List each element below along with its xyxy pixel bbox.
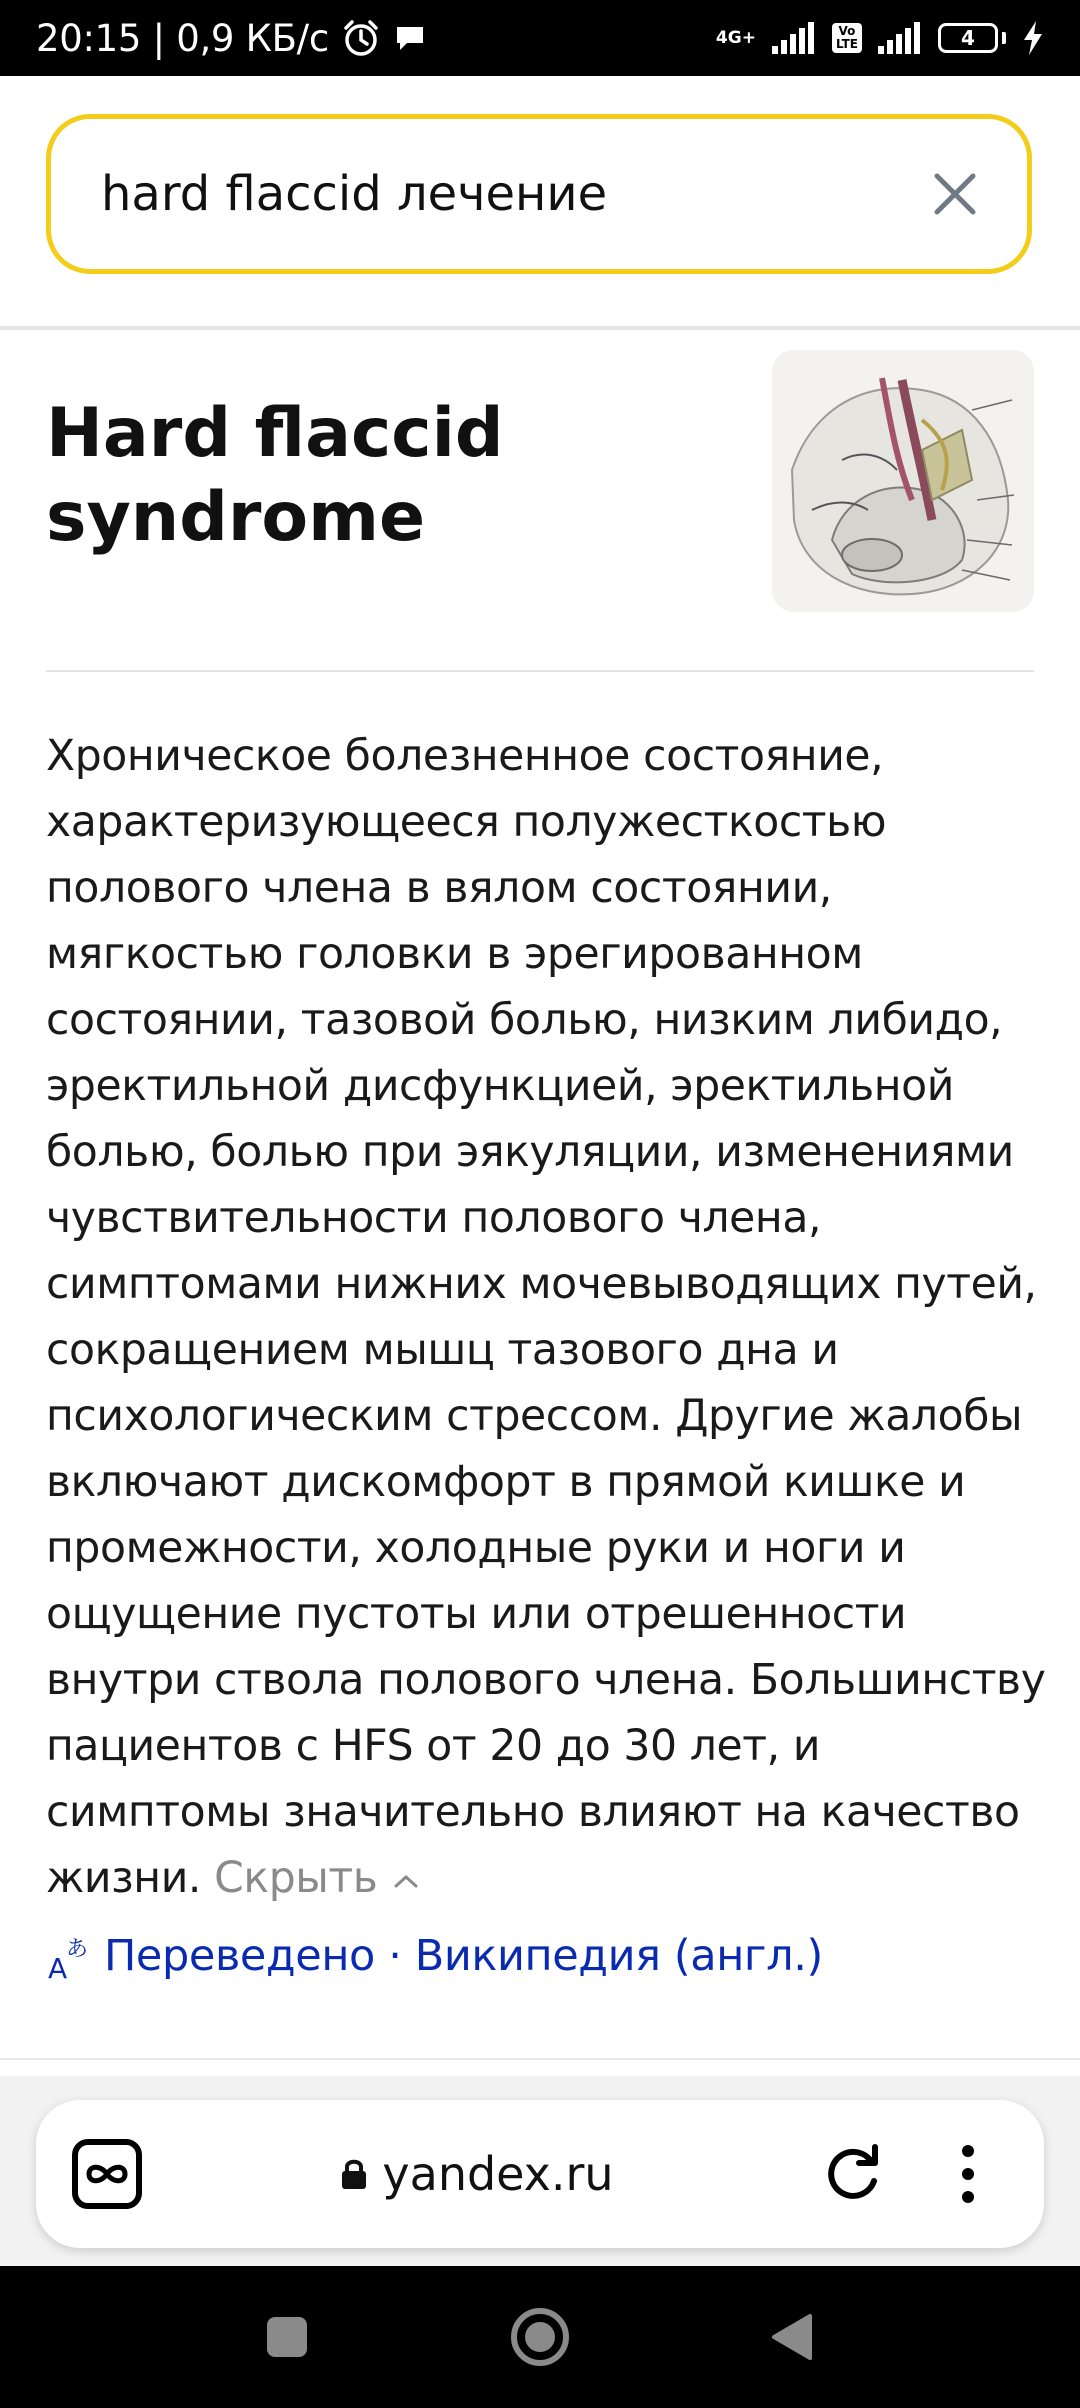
search-input[interactable]: hard flaccid лечение [101,166,608,222]
source-label: Переведено · Википедия (англ.) [104,1931,823,1981]
reload-button[interactable] [812,2134,892,2214]
svg-text:A: A [48,1952,67,1982]
battery-icon [938,23,1006,53]
charging-icon [1022,21,1044,55]
signal-icon [878,22,922,54]
chevron-up-icon [391,1871,421,1891]
recents-square-icon [265,2315,309,2359]
recents-button[interactable] [252,2302,322,2372]
status-right [716,21,1044,55]
system-nav-bar [0,2266,1080,2408]
volte-bottom-label: LTE [835,37,858,51]
card-description [46,724,1046,1912]
search-header [0,76,1080,326]
tabs-button[interactable] [72,2139,142,2209]
hide-description-link[interactable] [214,1854,420,1903]
address-url: yandex.ru [382,2147,614,2201]
description-text: Хроническое болезненное состояние, характеризующееся полужесткостью полового члена в вялом состоянии, мягкостью головки в эрегированном состоянии, тазовой болью, низким либидо, эректильной дисфункцией, эректильной болью, болью при эякуляции, изменениями чувствительности полового члена, симптомами нижних мочевыводящих путей, сокращением мышц тазового дна и психологическим стрессом. Другие жалобы включают дискомфорт в прямой кишке и промежности, холодные руки и ноги и ощущение пустоты или отрешенности внутри ствола полового члена. Большинству пациентов с HFS от 20 до 30 лет, и симптомы значительно влияют на качество жизни. [46,732,1046,1903]
knowledge-card [0,330,1080,2060]
status-left [36,17,427,60]
home-button[interactable] [505,2302,575,2372]
reload-icon [819,2141,885,2207]
card-title: Hard flaccid syndrome [46,394,504,557]
card-thumbnail[interactable] [772,350,1034,612]
network-type-label: 4G+ [715,27,756,48]
address-bar[interactable] [142,2147,812,2201]
search-box[interactable] [46,114,1032,274]
back-button[interactable] [756,2302,826,2372]
hide-label: Скрыть [214,1854,378,1903]
browser-menu-button[interactable] [928,2134,1008,2214]
status-time-speed: 20:15 | 0,9 КБ/с [36,16,329,60]
browser-toolbar [36,2100,1044,2248]
lock-icon [340,2157,368,2191]
signal-icon [772,22,816,54]
battery-level: 4 [938,23,998,53]
status-bar [0,0,1080,76]
chat-bubble-icon [393,21,427,55]
battery-tip [1002,32,1006,44]
translate-icon [46,1930,94,1982]
infinity-icon [85,2162,129,2186]
more-vertical-icon [958,2141,978,2207]
home-circle-icon [509,2306,571,2368]
clear-search-button[interactable] [923,162,987,226]
browser-toolbar-area [0,2076,1080,2266]
card-bottom-divider [0,2058,1080,2060]
volte-icon [832,23,862,53]
svg-text:あ: あ [66,1937,88,1962]
anatomy-illustration [772,350,1034,612]
alarm-icon [341,18,381,58]
back-triangle-icon [768,2312,814,2362]
close-icon [931,170,979,218]
source-link[interactable] [46,1930,823,1982]
card-divider [46,670,1034,672]
volte-top-label: Vo [838,24,856,38]
